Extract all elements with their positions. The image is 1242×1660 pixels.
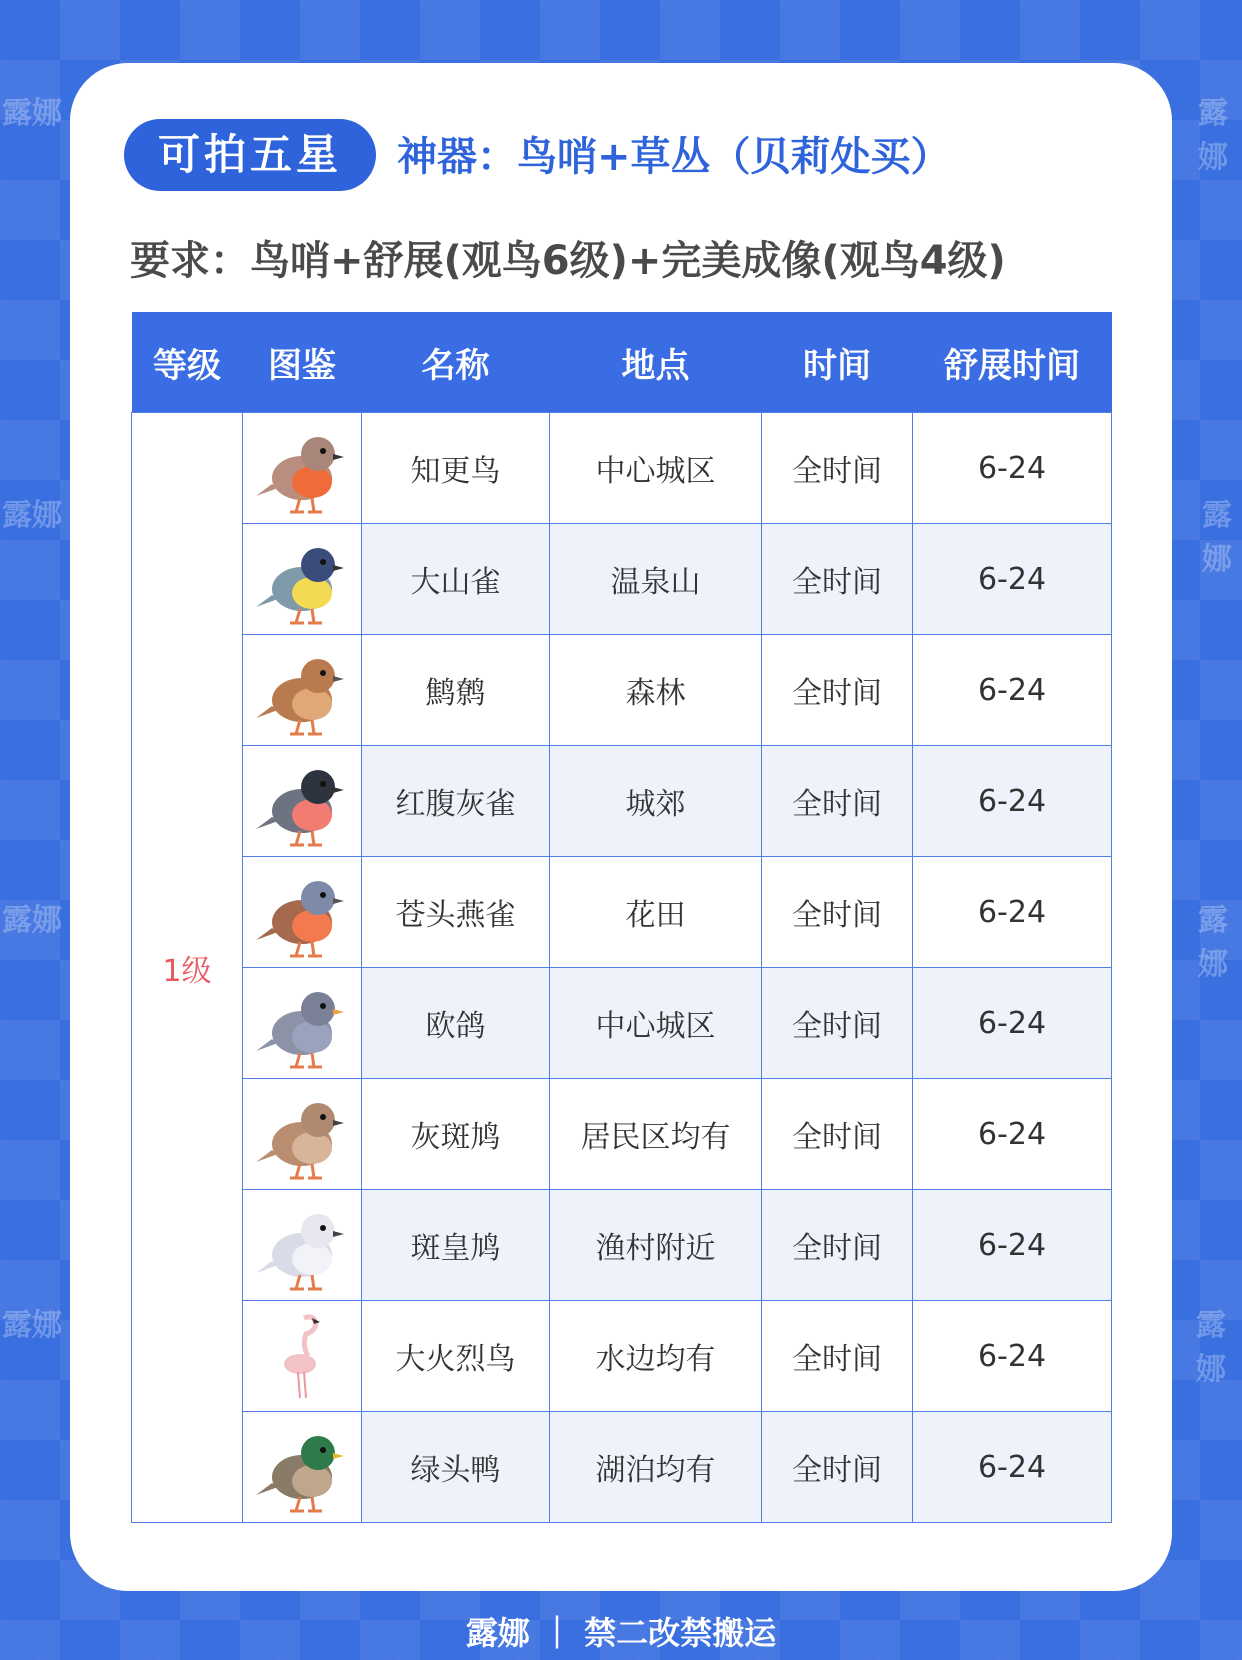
- footer-text: 露娜 ｜ 禁二改禁搬运: [465, 1614, 777, 1652]
- bird-time: 全时间: [762, 635, 913, 746]
- table-row: [132, 635, 1112, 746]
- great-tit-icon: [243, 524, 362, 635]
- table-row: [132, 524, 1112, 635]
- flamingo-icon: [243, 1301, 362, 1412]
- bird-location: 温泉山: [550, 524, 762, 635]
- bird-stretch-time: 6-24: [913, 1190, 1112, 1301]
- bird-stretch-time: 6-24: [913, 635, 1112, 746]
- bird-stretch-time: 6-24: [913, 1301, 1112, 1412]
- bird-time: 全时间: [762, 857, 913, 968]
- bird-stretch-time: 6-24: [913, 1079, 1112, 1190]
- bird-name: 大山雀: [362, 524, 550, 635]
- watermark: 露娜: [2, 96, 62, 131]
- watermark: 露娜: [1198, 96, 1228, 175]
- bird-name: 欧鸽: [362, 968, 550, 1079]
- stock-dove-icon: [243, 968, 362, 1079]
- bird-time: 全时间: [762, 1301, 913, 1412]
- bird-location: 水边均有: [550, 1301, 762, 1412]
- bird-location: 渔村附近: [550, 1190, 762, 1301]
- bird-stretch-time: 6-24: [913, 1412, 1112, 1523]
- bird-stretch-time: 6-24: [913, 524, 1112, 635]
- robin-icon: [243, 413, 362, 524]
- bird-stretch-time: 6-24: [913, 746, 1112, 857]
- header-stretch-time: 舒展时间: [913, 312, 1112, 413]
- bullfinch-icon: [243, 746, 362, 857]
- chaffinch-icon: [243, 857, 362, 968]
- bird-time: 全时间: [762, 1190, 913, 1301]
- bird-name: 鹪鹩: [362, 635, 550, 746]
- bird-location: 中心城区: [550, 968, 762, 1079]
- table-row: [132, 1301, 1112, 1412]
- bird-table: [131, 312, 1112, 1523]
- header-pic: 图鉴: [243, 312, 362, 413]
- imperial-pigeon-icon: [243, 1190, 362, 1301]
- header-location: 地点: [550, 312, 762, 413]
- header-name: 名称: [362, 312, 550, 413]
- wren-icon: [243, 635, 362, 746]
- bird-time: 全时间: [762, 1079, 913, 1190]
- five-star-badge: [124, 119, 376, 191]
- header-level: 等级: [132, 312, 243, 413]
- bird-time: 全时间: [762, 746, 913, 857]
- table-row: [132, 413, 1112, 524]
- content-card: [70, 63, 1172, 1591]
- table-header-row: [132, 312, 1112, 413]
- table-row: [132, 1079, 1112, 1190]
- bird-location: 湖泊均有: [550, 1412, 762, 1523]
- watermark: 露娜: [2, 1308, 62, 1343]
- bird-name: 知更鸟: [362, 413, 550, 524]
- bird-time: 全时间: [762, 1412, 913, 1523]
- bird-location: 居民区均有: [550, 1079, 762, 1190]
- watermark: 露娜: [1196, 1308, 1226, 1387]
- watermark: 露娜: [1202, 498, 1232, 577]
- table-row: [132, 857, 1112, 968]
- table-row: [132, 1412, 1112, 1523]
- bird-name: 苍头燕雀: [362, 857, 550, 968]
- bird-name: 红腹灰雀: [362, 746, 550, 857]
- bird-name: 斑皇鸠: [362, 1190, 550, 1301]
- table-row: [132, 746, 1112, 857]
- collared-dove-icon: [243, 1079, 362, 1190]
- requirement-text: 要求：鸟哨+舒展(观鸟6级)+完美成像(观鸟4级): [130, 238, 1006, 284]
- bird-location: 中心城区: [550, 413, 762, 524]
- bird-time: 全时间: [762, 413, 913, 524]
- table-row: [132, 1190, 1112, 1301]
- bird-location: 城郊: [550, 746, 762, 857]
- bird-stretch-time: 6-24: [913, 413, 1112, 524]
- bird-name: 灰斑鸠: [362, 1079, 550, 1190]
- watermark: 露娜: [2, 903, 62, 938]
- watermark: 露娜: [1198, 903, 1228, 982]
- table-row: [132, 968, 1112, 1079]
- bird-stretch-time: 6-24: [913, 968, 1112, 1079]
- mallard-icon: [243, 1412, 362, 1523]
- bird-location: 森林: [550, 635, 762, 746]
- bird-time: 全时间: [762, 968, 913, 1079]
- badge-label: 可拍五星: [157, 130, 342, 179]
- bird-location: 花田: [550, 857, 762, 968]
- bird-stretch-time: 6-24: [913, 857, 1112, 968]
- bird-name: 大火烈鸟: [362, 1301, 550, 1412]
- bird-time: 全时间: [762, 524, 913, 635]
- level-cell: 1级: [132, 413, 243, 1523]
- watermark: 露娜: [2, 498, 62, 533]
- artifact-text: 神器：鸟哨+草丛（贝莉处买）: [397, 134, 951, 180]
- header-time: 时间: [762, 312, 913, 413]
- bird-name: 绿头鸭: [362, 1412, 550, 1523]
